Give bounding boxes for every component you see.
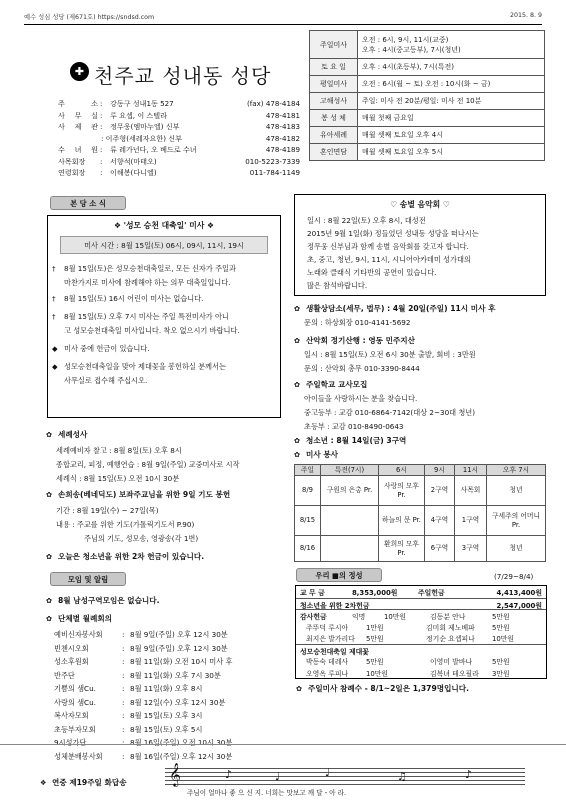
- hymn-title: 연중 제19주일 화답송: [52, 778, 127, 787]
- table-row: 주일 특전(7시) 6시 9시 11시 오후 7시: [295, 465, 546, 476]
- concert-line: 일시 : 8월 22일(토) 오후 8시, 대성전: [307, 216, 426, 225]
- mass-row: 봉 성 체 매월 첫째 금요일: [310, 110, 545, 127]
- youth-collection: 오늘은 청소년을 위한 2차 헌금이 있습니다.: [58, 552, 205, 561]
- assumption-box: [47, 215, 281, 418]
- note-icon: ♫: [397, 770, 407, 783]
- list-item: 빈첸시오회 : 8월 9일(주일) 오후 12시 30분: [54, 643, 228, 653]
- assumption-item: 성모승천대축일을 맞아 제대꽃을 봉헌하실 분께서는: [64, 362, 226, 371]
- section-meeting: 모임 및 알림: [50, 572, 126, 586]
- hiking-line: 일시 : 8월 15일(토) 오전 6시 30분 출발, 회비 : 3만원: [304, 350, 476, 359]
- info-row: 연령회장 : 이해봉(다니엘) 011-784-1149: [58, 168, 300, 177]
- groups-title: 단체별 월례회의: [58, 614, 112, 623]
- treble-clef-icon: 𝄞: [169, 762, 181, 786]
- counsel-line: 문의 : 하상회장 010-4141-5692: [304, 318, 411, 327]
- concert-line: 2015년 9월 1일(화) 정들었던 성내동 성당을 떠나시는: [307, 229, 479, 238]
- mass-row: 혼인면담 매월 셋째 토요일 오후 5시: [310, 144, 545, 161]
- bishop-prayer-title: 손희송(베네딕도) 보좌주교님을 위한 9일 기도 봉헌: [58, 490, 231, 499]
- issue-header: [24, 12, 542, 21]
- section-notice: 본 당 소 식: [50, 196, 126, 210]
- info-row: 수 녀 원 : 류 레가넌다, 오 베드로 수녀 478-4189: [58, 145, 300, 154]
- flower-icon: ✿: [46, 430, 53, 439]
- assumption-item: 8월 15일(토) 16시 어린이 미사는 없습니다.: [64, 294, 204, 303]
- list-item: 성소후원회 : 8월 11일(화) 오전 10시 미사 후: [54, 657, 233, 666]
- bullet-icon: ◆: [52, 362, 58, 371]
- hiking-title: 산악회 정기산행 : 영동 민주지산: [306, 336, 415, 345]
- table-row: 성모승천대축일 제대꽃: [296, 644, 546, 656]
- list-item: 기쁨의 샘Cu. : 8월 11일(화) 오후 8시: [54, 684, 203, 693]
- divider: [0, 744, 566, 745]
- hymn-lyric: 주님이 얼마나 좋 으 신 지. 너희는 맛보고 깨 달 - 아 라.: [187, 789, 347, 797]
- table-row: 감사헌금 익명 10만원 김동분 안나 5만원: [296, 609, 546, 621]
- bishop-prayer-line: 내용 : 주교를 위한 기도(가톨릭기도서 P.90): [56, 520, 195, 529]
- contact-info: [58, 99, 300, 180]
- concert-line: 노래와 클래식 기타반의 공연이 있습니다.: [307, 268, 437, 277]
- list-item: 예비신자봉사회 : 8월 9일(주일) 오후 12시 30분: [54, 630, 228, 639]
- page-title: 천주교 성내동 성당: [94, 64, 272, 88]
- teacher-line: 아이들을 사랑하시는 분을 찾습니다.: [304, 394, 418, 403]
- section-finance: 우리 ■의 정성: [296, 568, 382, 582]
- header-rule: [24, 24, 542, 25]
- teacher-line: 중고등부 : 교감 010-6864-7142(대상 2~30대 청년): [304, 408, 476, 417]
- finance-period: (7/29~8/4): [494, 572, 534, 581]
- attendance: 주일미사 참례수 - 8/1~2일은 1,379명입니다.: [308, 684, 469, 693]
- mass-row: 고해성사 주일: 미사 전 20분/평일: 미사 전 10분: [310, 93, 545, 110]
- flower-icon: ✿: [46, 552, 53, 561]
- table-row: 교 무 금 8,353,000원 주일헌금 4,413,400원: [300, 589, 542, 597]
- concert-box: [294, 194, 546, 296]
- list-item: 반주단 : 8월 11일(화) 오후 7시 30분: [54, 670, 221, 680]
- youth-retreat: 청소년 : 8월 14일(금) 3구역: [306, 436, 407, 445]
- list-item: 사랑의 샘Cu. : 8월 12일(수) 오후 12시 30분: [54, 697, 226, 707]
- list-item: 성체분배봉사회 : 8월 16일(주일) 오후 12시 30분: [54, 751, 233, 761]
- music-staff: [165, 762, 525, 798]
- bullet-icon: †: [52, 294, 56, 303]
- assumption-item: 마찬가지로 미사에 참례해야 하는 의무 대축일입니다.: [64, 278, 231, 287]
- flower-icon: ✿: [294, 336, 301, 345]
- flower-icon: ✿: [46, 490, 53, 499]
- flower-icon: ✿: [296, 684, 303, 693]
- concert-line: 초, 중고, 청년, 9시, 11시, 시니어아카데미 성가대의: [307, 255, 471, 264]
- concert-line: 정무웅 신부님과 함께 송별 음악회를 갖고자 합니다.: [307, 242, 469, 251]
- info-row: : 이주형(세레자요한) 신부 478-4182: [101, 133, 300, 143]
- assumption-times: 미사 시간 : 8월 15일(토) 06시, 09시, 11시, 19시: [60, 236, 268, 254]
- flower-icon: ✿: [294, 436, 301, 445]
- info-row: 사목회장 : 서향석(마태오) 010-5223-7339: [58, 156, 300, 166]
- info-row: 사 무 실 : 루 요셉, 이 스텔라 478-4181: [58, 110, 300, 120]
- church-logo-icon: ✚: [70, 62, 89, 81]
- mass-row: 유아세례 매월 셋째 토요일 오후 4시: [310, 127, 545, 144]
- assumption-item: 미사 중에 헌금이 있습니다.: [64, 344, 150, 353]
- info-row: 사 제 관 : 정무웅(엠마누엘) 신부 478-4183: [58, 122, 300, 131]
- diamond-icon: ❖: [40, 778, 47, 787]
- baptism-line: 종합교리, 피정, 예행연습 : 8월 9일(주일) 교중미사로 시작: [56, 460, 240, 469]
- flower-icon: ✿: [46, 614, 53, 623]
- concert-title: ♡ 송별 음악회 ♡: [390, 200, 450, 209]
- note-icon: ♪: [225, 768, 233, 781]
- mass-row: 토 요 일 오후 : 4시(초등부), 7시(특전): [310, 59, 545, 76]
- baptism-line: 세례예비자 찰고 : 8월 8일(토) 오후 8시: [56, 446, 182, 455]
- mass-service-table: [294, 464, 546, 562]
- note-icon: ♩: [325, 766, 331, 779]
- bishop-prayer-line: 주님의 기도, 성모송, 영광송(각 1번): [84, 534, 199, 543]
- table-row: 8/9 구원의 은총 Pr. 사랑의 모후 Pr. 2구역 사목회 청년: [295, 476, 546, 506]
- mass-row: 평일미사 오전 : 6시(월 ~ 토) 오전 : 10시(화 ~ 금): [310, 76, 545, 93]
- info-row: 주 소 : 강동구 성내1동 527 (fax) 478-4184: [58, 99, 300, 108]
- hiking-line: 문의 : 산악회 총무 010-3390-8444: [304, 364, 420, 373]
- assumption-title: ❖ '성모 승천 대축일' 미사 ❖: [113, 221, 215, 230]
- note-icon: ♪: [465, 768, 473, 781]
- table-row: 8/15 하늘의 문 Pr. 4구역 1구역 구세주의 어머니 Pr.: [295, 506, 546, 536]
- table-row: 주뚜덕 루시아 1만원 김미회 제노베파 5만원: [306, 623, 510, 632]
- assumption-item: 고 성모승천대축일 미사입니다. 착오 없으시기 바랍니다.: [64, 326, 240, 335]
- baptism-line: 세례식 : 8월 15일(토) 오전 10시 30분: [56, 474, 180, 483]
- issue-info: 예수 성심 성당 (제671호) https://sndsd.com: [24, 14, 155, 21]
- assumption-item: 8월 15일(토)은 성모승천대축일로, 모든 신자가 주일과: [64, 264, 236, 273]
- table-row: 최지은 발가리다 5만원 정기순 요셉피나 10만원: [306, 635, 515, 643]
- flower-icon: ✿: [294, 450, 301, 459]
- table-row: 오영옥 루피나 10만원 김복녀 테오필라 3만원: [306, 669, 510, 678]
- bullet-icon: ◆: [52, 344, 58, 353]
- baptism-title: 세례성사: [58, 430, 88, 439]
- mass-row: 주일미사 오전 : 6시, 9시, 11시(교중) 오후 : 4시(중고등부), 7시(청년): [310, 31, 545, 59]
- list-item: 9시성가단 : 8월 16일(주일) 오전 10시 30분: [54, 738, 233, 747]
- concert-line: 많은 참석바랍니다.: [307, 281, 368, 290]
- list-item: 초등부자모회 : 8월 15일(토) 오후 5시: [54, 724, 203, 734]
- teacher-line: 초등부 : 교감 010-8490-0643: [304, 422, 404, 431]
- bishop-prayer-line: 기간 : 8월 19일(수) ~ 27일(목): [56, 506, 159, 515]
- mass-times-table: [309, 30, 545, 161]
- bullet-icon: †: [52, 264, 56, 273]
- list-item: 복사자모회 : 8월 15일(토) 오후 3시: [54, 711, 203, 720]
- table-row: 청소년을 위한 2차헌금 2,547,000원: [296, 598, 546, 610]
- teacher-title: 주일학교 교사모집: [306, 380, 368, 389]
- note-icon: ♩: [275, 770, 281, 783]
- bullet-icon: †: [52, 312, 56, 321]
- flower-icon: ✿: [294, 304, 301, 313]
- finance-box: [295, 585, 547, 679]
- mass-service-title: 미사 봉사: [306, 450, 338, 459]
- assumption-item: 8월 15일(토) 오후 7시 미사는 주일 특전미사가 아니: [64, 312, 229, 321]
- table-row: 8/16 환희의 모후 Pr. 6구역 3구역 청년: [295, 536, 546, 562]
- table-row: 박동숙 데레사 5만원 이영미 발바나 5만원: [306, 658, 510, 666]
- men-meeting: 8월 남성구역모임은 없습니다.: [58, 596, 160, 605]
- assumption-item: 사무실로 접수해 주십시오.: [64, 376, 148, 385]
- issue-date: 2015. 8. 9: [509, 12, 542, 19]
- flower-icon: ✿: [294, 380, 301, 389]
- flower-icon: ✿: [46, 596, 53, 605]
- counsel-title: 생활상담소(세무, 법무) : 4월 20일(주일) 11시 미사 후: [306, 304, 496, 313]
